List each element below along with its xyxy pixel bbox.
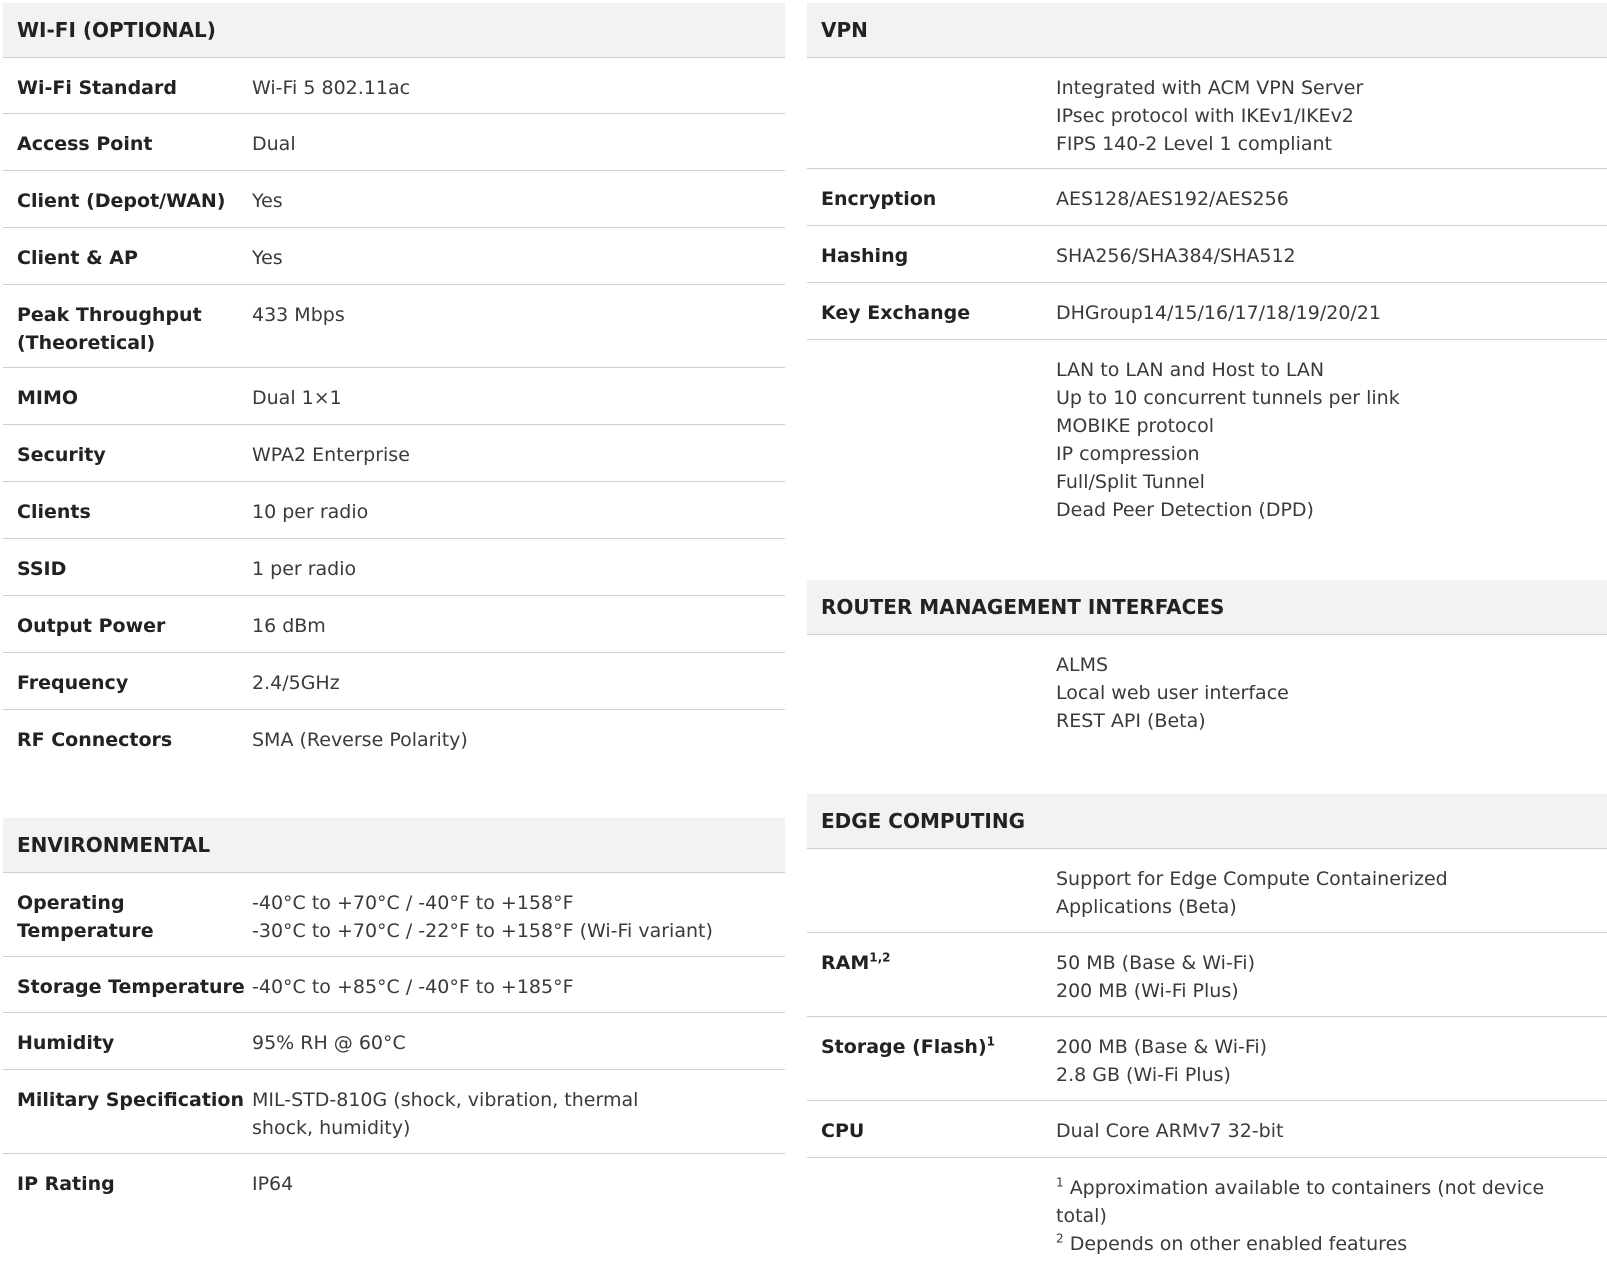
spec-label: MIMO — [17, 387, 79, 409]
value-line: LAN to LAN and Host to LAN — [1056, 359, 1325, 381]
spec-label — [821, 1033, 1056, 1100]
right-column — [807, 3, 1607, 1255]
spec-value: 433 Mbps — [252, 304, 345, 326]
spec-label — [821, 356, 1056, 528]
spec-row — [3, 58, 785, 114]
value-line: 200 MB (Base & Wi-Fi) — [1056, 1036, 1268, 1058]
environmental-section-header: ENVIRONMENTAL — [3, 818, 785, 873]
spec-value: SHA256/SHA384/SHA512 — [1056, 245, 1296, 267]
spec-row — [3, 873, 785, 957]
spec-label — [821, 74, 1056, 168]
footnote-text: Depends on other enabled features — [1069, 1233, 1408, 1255]
spec-value — [1056, 1033, 1597, 1100]
spec-row — [3, 957, 785, 1013]
spec-label — [17, 301, 252, 367]
value-line: IP compression — [1056, 443, 1200, 465]
spec-label: Wi-Fi Standard — [17, 77, 177, 99]
value-line: Local web user interface — [1056, 682, 1289, 704]
spec-value — [1056, 651, 1597, 740]
value-line: -30°C to +70°C / -22°F to +158°F (Wi-Fi variant) — [252, 920, 713, 942]
spec-row — [3, 1013, 785, 1070]
spec-row — [3, 1070, 785, 1154]
spec-row — [807, 849, 1607, 933]
spec-value: 2.4/5GHz — [252, 672, 340, 694]
spec-row — [3, 114, 785, 171]
footnote-text: Approximation available to containers (not device total) — [1056, 1177, 1545, 1227]
left-column — [3, 3, 785, 1211]
spec-row — [3, 653, 785, 710]
spec-row — [3, 285, 785, 368]
value-line: 200 MB (Wi-Fi Plus) — [1056, 980, 1239, 1002]
spec-label-text: Peak Throughput (Theoretical) — [17, 304, 202, 354]
footnote-ref: 1 — [986, 1034, 995, 1049]
spec-label: IP Rating — [17, 1173, 115, 1195]
value-line: MOBIKE protocol — [1056, 415, 1214, 437]
spec-label-text: Storage (Flash) — [821, 1036, 987, 1058]
spec-label: CPU — [821, 1120, 865, 1142]
footnotes — [1056, 1174, 1597, 1255]
value-text: Support for Edge Compute Containerized Applications (Beta) — [1056, 868, 1448, 918]
spec-row — [807, 169, 1607, 226]
spec-label: Security — [17, 444, 106, 466]
footnote-mark: 2 — [1056, 1231, 1064, 1246]
value-text: MIL-STD-810G (shock, vibration, thermal shock, humidity) — [252, 1089, 639, 1139]
spec-row — [807, 58, 1607, 169]
section-spacer — [3, 767, 785, 818]
spec-value: Yes — [252, 190, 283, 212]
section-spacer — [807, 740, 1607, 794]
router-mgmt-section-header: ROUTER MANAGEMENT INTERFACES — [807, 580, 1607, 635]
spec-value: 10 per radio — [252, 501, 369, 523]
value-line: -40°C to +70°C / -40°F to +158°F — [252, 892, 574, 914]
spec-row — [3, 1154, 785, 1211]
value-line: Integrated with ACM VPN Server — [1056, 77, 1364, 99]
spec-row — [3, 482, 785, 539]
wifi-section-header: WI-FI (OPTIONAL) — [3, 3, 785, 58]
spec-row — [3, 228, 785, 285]
spec-label-text: RAM — [821, 952, 870, 974]
spec-label: Storage Temperature — [17, 976, 245, 998]
spec-value: Dual Core ARMv7 32-bit — [1056, 1120, 1284, 1142]
spec-label: Humidity — [17, 1032, 115, 1054]
vpn-section-header: VPN — [807, 3, 1607, 58]
spec-value: Dual — [252, 133, 296, 155]
spec-row — [807, 283, 1607, 340]
spec-value — [1056, 865, 1597, 932]
spec-row — [3, 171, 785, 228]
value-line: 2.8 GB (Wi-Fi Plus) — [1056, 1064, 1231, 1086]
spec-value — [252, 889, 775, 956]
spec-row — [3, 368, 785, 425]
spec-label: Frequency — [17, 672, 129, 694]
section-spacer — [807, 528, 1607, 580]
spec-row — [3, 425, 785, 482]
spec-label — [821, 1174, 1056, 1238]
spec-value: Dual 1×1 — [252, 387, 342, 409]
spec-label: Encryption — [821, 188, 937, 210]
value-line: Up to 10 concurrent tunnels per link — [1056, 387, 1400, 409]
spec-row — [807, 1101, 1607, 1158]
spec-label — [821, 651, 1056, 740]
spec-row — [807, 1017, 1607, 1101]
value-line: Full/Split Tunnel — [1056, 471, 1205, 493]
spec-label: Hashing — [821, 245, 909, 267]
value-line: 50 MB (Base & Wi-Fi) — [1056, 952, 1255, 974]
spec-label: SSID — [17, 558, 67, 580]
value-line: IPsec protocol with IKEv1/IKEv2 — [1056, 105, 1354, 127]
footnote-ref: 1,2 — [869, 950, 891, 965]
value-line: Dead Peer Detection (DPD) — [1056, 499, 1314, 521]
spec-value: Wi-Fi 5 802.11ac — [252, 77, 411, 99]
spec-value — [1056, 74, 1597, 168]
spec-value — [1056, 356, 1597, 528]
value-line: FIPS 140-2 Level 1 compliant — [1056, 133, 1332, 155]
spec-value: AES128/AES192/AES256 — [1056, 188, 1289, 210]
spec-value: SMA (Reverse Polarity) — [252, 729, 468, 751]
spec-value — [1056, 949, 1597, 1016]
spec-value: DHGroup14/15/16/17/18/19/20/21 — [1056, 302, 1381, 324]
edge-section-header: EDGE COMPUTING — [807, 794, 1607, 849]
spec-value: 16 dBm — [252, 615, 326, 637]
spec-value — [252, 1086, 775, 1153]
spec-label-text: Operating Temperature — [17, 892, 154, 942]
footnote — [1056, 1174, 1597, 1230]
spec-row — [3, 596, 785, 653]
spec-value: 1 per radio — [252, 558, 357, 580]
footnotes-row — [807, 1158, 1607, 1255]
spec-label: Clients — [17, 501, 91, 523]
spec-value: Yes — [252, 247, 283, 269]
spec-row — [807, 635, 1607, 740]
footnote-mark: 1 — [1056, 1175, 1064, 1190]
footnote — [1056, 1230, 1597, 1258]
value-line: ALMS — [1056, 654, 1109, 676]
spec-label — [821, 865, 1056, 932]
spec-row — [807, 226, 1607, 283]
spec-label: Client & AP — [17, 247, 138, 269]
spec-label: Military Specification — [17, 1089, 245, 1111]
spec-value: 95% RH @ 60°C — [252, 1032, 406, 1054]
value-line: REST API (Beta) — [1056, 710, 1206, 732]
spec-row — [807, 340, 1607, 528]
spec-label: Access Point — [17, 133, 153, 155]
spec-label: Key Exchange — [821, 302, 971, 324]
spec-row — [807, 933, 1607, 1017]
spec-label: RF Connectors — [17, 729, 173, 751]
spec-label: Output Power — [17, 615, 166, 637]
spec-row — [3, 710, 785, 767]
spec-value: WPA2 Enterprise — [252, 444, 410, 466]
spec-value: -40°C to +85°C / -40°F to +185°F — [252, 976, 574, 998]
spec-label — [821, 949, 1056, 1016]
spec-value: IP64 — [252, 1173, 294, 1195]
spec-label: Client (Depot/WAN) — [17, 190, 226, 212]
spec-label — [17, 889, 252, 956]
spec-row — [3, 539, 785, 596]
